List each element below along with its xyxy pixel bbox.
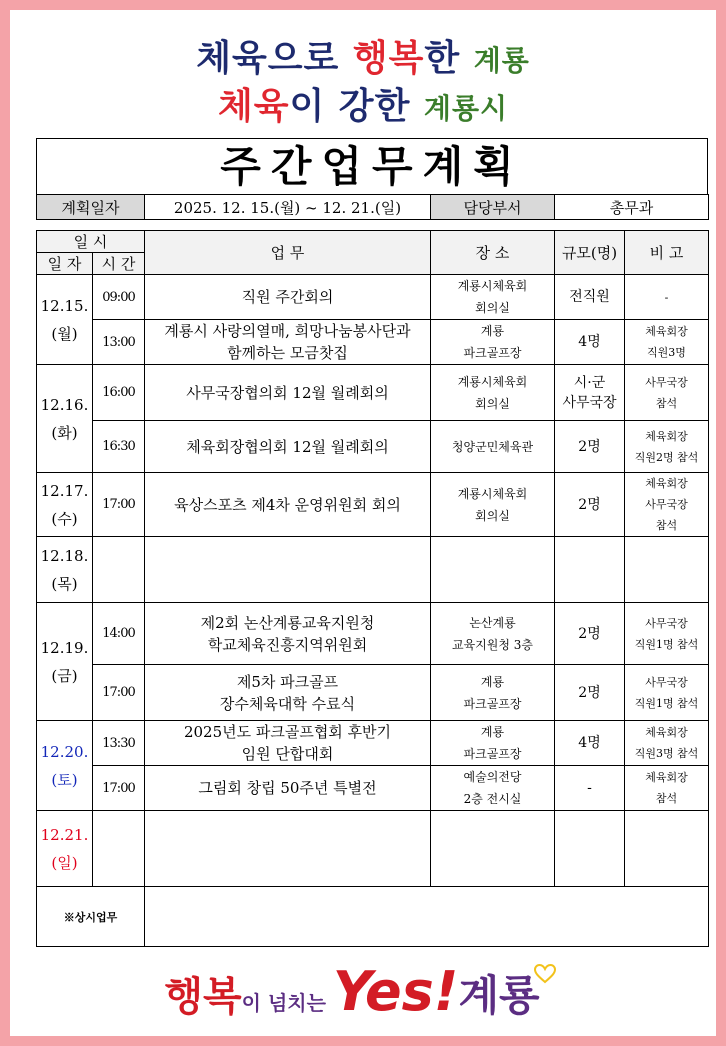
slogan-text: 체육 bbox=[217, 86, 290, 127]
header-place: 장 소 bbox=[431, 231, 555, 275]
place-cell: 계룡 파크골프장 bbox=[431, 665, 555, 721]
slogan-text: 체육으로 bbox=[196, 38, 353, 79]
table-row bbox=[37, 721, 709, 766]
note-cell: 사무국장 참석 bbox=[625, 365, 709, 421]
place-cell: 예술의전당 2층 전시실 bbox=[431, 766, 555, 811]
date-cell bbox=[37, 603, 93, 721]
document-page bbox=[10, 10, 716, 1036]
time-cell: 16:30 bbox=[93, 421, 145, 473]
plan-date-label: 계획일자 bbox=[37, 195, 145, 220]
date-text: 12.18. bbox=[40, 546, 89, 565]
date-text: 12.21. bbox=[40, 825, 89, 844]
note-cell: 사무국장 직원1명 참석 bbox=[625, 603, 709, 665]
date-cell bbox=[37, 537, 93, 603]
note-cell: 체육회장 직원3명 bbox=[625, 320, 709, 365]
date-text: 12.19. bbox=[40, 638, 89, 657]
time-cell: 09:00 bbox=[93, 275, 145, 320]
day-of-week: (금) bbox=[51, 666, 78, 685]
regular-work-label: ※상시업무 bbox=[37, 887, 145, 947]
scale-cell: 전직원 bbox=[555, 275, 625, 320]
document-title: 주간업무계획 bbox=[36, 138, 708, 195]
slogan-text: 한 bbox=[424, 38, 474, 79]
date-cell bbox=[37, 365, 93, 473]
scale-cell: 4명 bbox=[555, 320, 625, 365]
table-row bbox=[37, 766, 709, 811]
time-cell bbox=[93, 537, 145, 603]
work-cell: 사무국장협의회 12월 월례회의 bbox=[145, 365, 431, 421]
date-cell bbox=[37, 275, 93, 365]
table-row bbox=[37, 421, 709, 473]
regular-work-row bbox=[37, 887, 709, 947]
note-cell: 체육회장 참석 bbox=[625, 766, 709, 811]
day-of-week: (수) bbox=[51, 509, 78, 528]
heart-icon bbox=[534, 964, 556, 984]
slogan-text: 계룡 bbox=[473, 44, 530, 77]
scale-cell: 2명 bbox=[555, 473, 625, 537]
time-cell: 13:00 bbox=[93, 320, 145, 365]
work-cell: 계룡시 사랑의열매, 희망나눔봉사단과 함께하는 모금찻집 bbox=[145, 320, 431, 365]
table-row bbox=[37, 320, 709, 365]
scale-cell: 2명 bbox=[555, 603, 625, 665]
place-cell bbox=[431, 811, 555, 887]
slogan-line-1 bbox=[10, 30, 716, 81]
day-of-week: (목) bbox=[51, 574, 78, 593]
note-cell bbox=[625, 537, 709, 603]
date-text: 12.16. bbox=[40, 395, 89, 414]
scale-cell: 2명 bbox=[555, 665, 625, 721]
time-cell: 13:30 bbox=[93, 721, 145, 766]
info-table bbox=[36, 194, 709, 220]
place-cell: 계룡 파크골프장 bbox=[431, 320, 555, 365]
scale-cell bbox=[555, 811, 625, 887]
day-of-week: (일) bbox=[51, 853, 78, 872]
date-cell bbox=[37, 721, 93, 811]
note-cell: 체육회장 직원2명 참석 bbox=[625, 421, 709, 473]
note-cell: - bbox=[625, 275, 709, 320]
slogan-line-2 bbox=[10, 78, 716, 129]
note-cell: 체육회장 사무국장 참석 bbox=[625, 473, 709, 537]
dept-label: 담당부서 bbox=[431, 195, 555, 220]
header-time: 시 간 bbox=[93, 253, 145, 275]
footer-text: 행복 bbox=[164, 974, 242, 1020]
work-cell: 그림회 창립 50주년 특별전 bbox=[145, 766, 431, 811]
place-cell: 논산계룡 교육지원청 3층 bbox=[431, 603, 555, 665]
scale-cell: 2명 bbox=[555, 421, 625, 473]
regular-work-value bbox=[145, 887, 709, 947]
place-cell: 계룡 파크골프장 bbox=[431, 721, 555, 766]
date-text: 12.20. bbox=[40, 742, 89, 761]
day-of-week: (월) bbox=[51, 324, 78, 343]
note-cell bbox=[625, 811, 709, 887]
header-scale: 규모(명) bbox=[555, 231, 625, 275]
date-cell bbox=[37, 811, 93, 887]
slogan-text: 행복 bbox=[352, 38, 425, 79]
time-cell: 17:00 bbox=[93, 473, 145, 537]
scale-cell: 4명 bbox=[555, 721, 625, 766]
table-row bbox=[37, 665, 709, 721]
header-note: 비 고 bbox=[625, 231, 709, 275]
slogan-text: 이 강한 bbox=[289, 86, 424, 127]
plan-date-value: 2025. 12. 15.(월) ~ 12. 21.(일) bbox=[145, 195, 431, 220]
work-cell: 육상스포츠 제4차 운영위원회 회의 bbox=[145, 473, 431, 537]
header-work: 업 무 bbox=[145, 231, 431, 275]
place-cell: 계룡시체육회 회의실 bbox=[431, 275, 555, 320]
work-cell bbox=[145, 811, 431, 887]
place-cell: 계룡시체육회 회의실 bbox=[431, 473, 555, 537]
footer-text: 이 넘치는 bbox=[241, 991, 333, 1015]
work-cell: 제5차 파크골프 장수체육대학 수료식 bbox=[145, 665, 431, 721]
footer-text: Yes! bbox=[332, 960, 459, 1023]
place-cell bbox=[431, 537, 555, 603]
place-cell: 계룡시체육회 회의실 bbox=[431, 365, 555, 421]
date-text: 12.15. bbox=[40, 296, 89, 315]
work-cell: 체육회장협의회 12월 월례회의 bbox=[145, 421, 431, 473]
time-cell: 17:00 bbox=[93, 766, 145, 811]
work-cell bbox=[145, 537, 431, 603]
place-cell: 청양군민체육관 bbox=[431, 421, 555, 473]
dept-value: 총무과 bbox=[555, 195, 709, 220]
work-cell: 직원 주간회의 bbox=[145, 275, 431, 320]
table-row bbox=[37, 365, 709, 421]
table-row bbox=[37, 603, 709, 665]
scale-cell bbox=[555, 537, 625, 603]
day-of-week: (화) bbox=[51, 423, 78, 442]
time-cell: 16:00 bbox=[93, 365, 145, 421]
time-cell: 17:00 bbox=[93, 665, 145, 721]
table-row bbox=[37, 275, 709, 320]
date-cell bbox=[37, 473, 93, 537]
slogan-text: 계룡시 bbox=[423, 92, 509, 125]
table-row bbox=[37, 811, 709, 887]
table-row bbox=[37, 473, 709, 537]
note-cell: 사무국장 직원1명 참석 bbox=[625, 665, 709, 721]
work-cell: 2025년도 파크골프협회 후반기 임원 단합대회 bbox=[145, 721, 431, 766]
table-row bbox=[37, 537, 709, 603]
scale-cell: 시·군 사무국장 bbox=[555, 365, 625, 421]
footer-text: 계룡 bbox=[458, 971, 540, 1020]
header-date: 일 자 bbox=[37, 253, 93, 275]
day-of-week: (토) bbox=[51, 770, 78, 789]
time-cell bbox=[93, 811, 145, 887]
header-ilsi: 일 시 bbox=[37, 231, 145, 253]
date-text: 12.17. bbox=[40, 481, 89, 500]
note-cell: 체육회장 직원3명 참석 bbox=[625, 721, 709, 766]
work-cell: 제2회 논산계룡교육지원청 학교체육진흥지역위원회 bbox=[145, 603, 431, 665]
schedule-table bbox=[36, 230, 709, 947]
scale-cell: - bbox=[555, 766, 625, 811]
time-cell: 14:00 bbox=[93, 603, 145, 665]
footer-logo bbox=[10, 960, 716, 1023]
